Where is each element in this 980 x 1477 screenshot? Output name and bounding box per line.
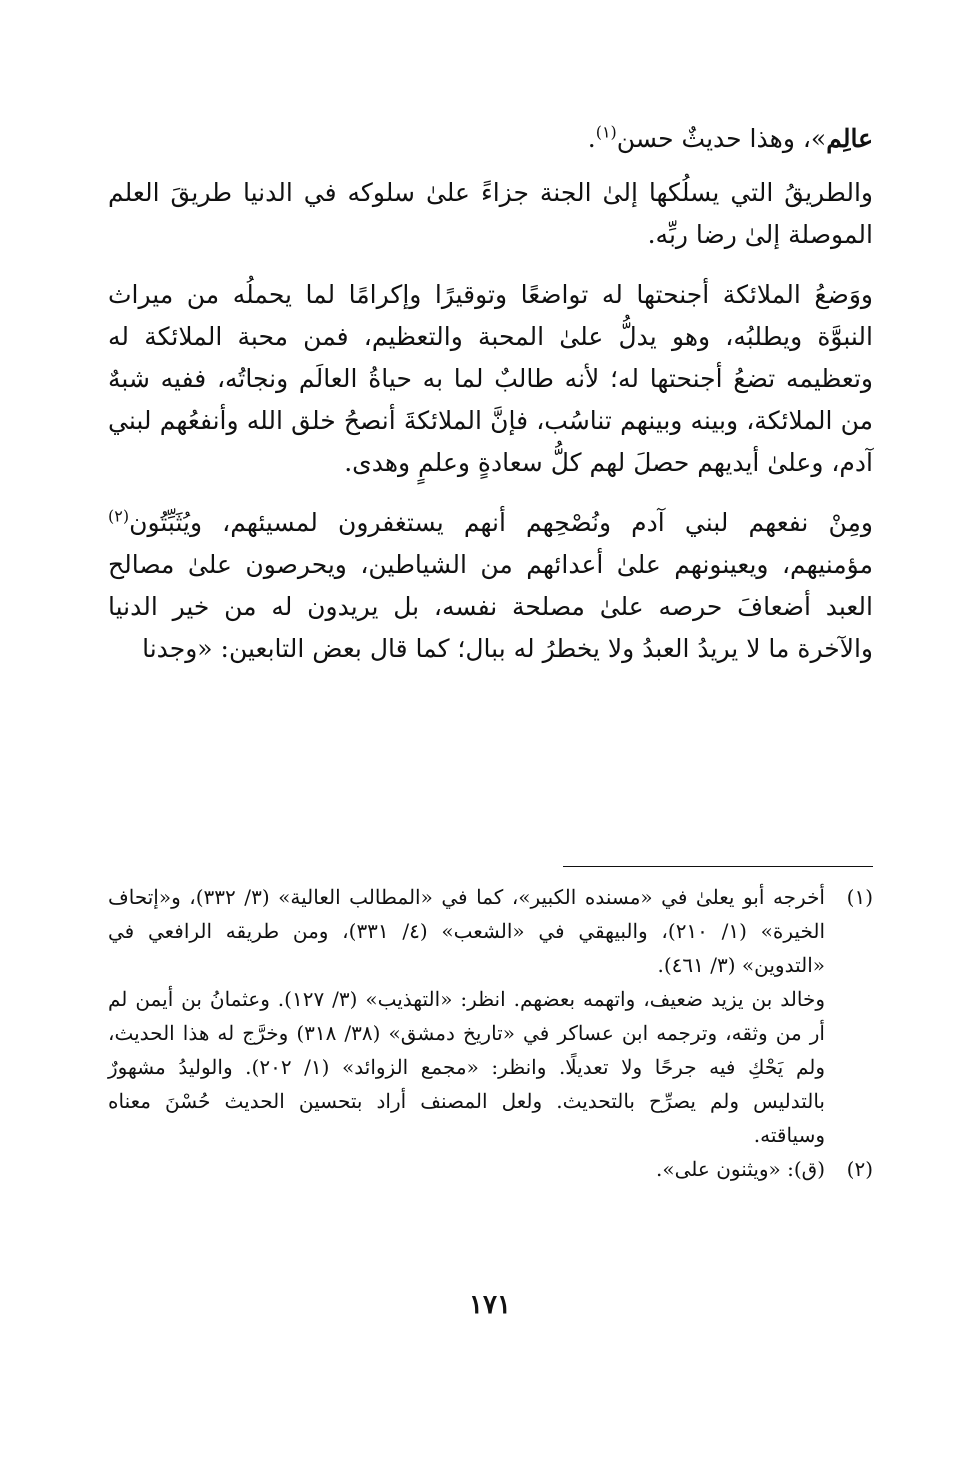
paragraph-1-text: »، وهذا حديثٌ حسن (616, 124, 827, 153)
paragraph-2: والطريقُ التي يسلُكها إلىٰ الجنة جزاءً علىٰ سلوكه في الدنيا طريقَ العلم الموصلة إلىٰ رضا ربِّه. (108, 178, 873, 249)
footnotes (108, 880, 873, 1186)
footnote-2 (108, 1152, 873, 1186)
page-number: ١٧١ (469, 1290, 511, 1320)
paragraph-4-text-b: مؤمنيهم، ويعينونهم علىٰ أعدائهم من الشياطين، ويحرصون علىٰ مصالح العبد أضعافَ حرصه علىٰ مصلحة نفسه، بل يريدون له من خير الدنيا والآخرة ما لا يريدُ العبدُ ولا يخطرُ له ببال؛ كما قال بعض التابعين: «وجدنا (108, 550, 874, 663)
paragraph-1-tail: . (587, 124, 596, 153)
footnote-paragraph: وخالد بن يزيد ضعيف، واتهمه بعضهم. انظر: «التهذيب» (٣/ ١٢٧). وعثمانُ بن أيمن لم أر من وثقه، وترجمه ابن عساكر في «تاريخ دمشق» (٣٨/ ٣١٨) وخرَّج له هذا الحديث، ولم يَحْكِ فيه جرحًا ولا تعديلًا. وانظر: «مجمع الزوائد» (١/ ٢٠٢). والوليدُ مشهورٌ بالتدليس ولم يصرِّح بالتحديث. ولعل المصنف أراد بتحسين الحديث حُسْنَ معناه وسياقته. (108, 987, 826, 1147)
paragraph-3: ووَضعُ الملائكة أجنحتها له تواضعًا وتوقيرًا وإكرامًا لما يحملُه من ميراث النبوَّة ويطلبُه، وهو يدلُّ علىٰ المحبة والتعظيم، فمن محبة الملائكة له وتعظيمه تضعُ أجنحتها له؛ لأنه طالبٌ لما به حياةُ العالَم ونجاتُه، ففيه شبهٌ من الملائكة، وبينه وبينهم تناسُب، فإنَّ الملائكةَ أنصحُ خلق الله وأنفعُهم لبني آدم، وعلىٰ أيديهم حصلَ لهم كلُّ سعادةٍ وعلمٍ وهدى. (108, 280, 873, 477)
bold-lead-word: عالِم (826, 124, 873, 153)
footnote-separator (563, 866, 873, 867)
footnote-body (108, 1152, 825, 1186)
footnote-ref-1[interactable]: (١) (595, 122, 617, 142)
paragraph-4 (108, 502, 873, 670)
main-text (108, 118, 873, 688)
footnote-1 (108, 880, 873, 1152)
footnote-ref-2[interactable]: (٢) (108, 506, 130, 526)
footnote-number: (٢) (846, 1157, 873, 1181)
paragraph-4-text-a: ومِنْ نفعهم لبني آدم ونُصْحِهم أنهم يستغفرون لمسيئهم، ويُثَبِّتُون (129, 508, 873, 537)
paragraph-1 (108, 118, 873, 160)
footnote-paragraph: (ق): «ويثنون على». (656, 1157, 825, 1181)
footnote-paragraph: أخرجه أبو يعلىٰ في «مسنده الكبير»، كما في «المطالب العالية» (٣/ ٣٣٢)، و«إتحاف الخيرة» (١/ ٢١٠)، والبيهقي في «الشعب» (٤/ ٣٣١)، ومن طريقه الرافعي في «التدوين» (٣/ ٤٦١). (108, 885, 826, 977)
footnote-number: (١) (846, 885, 873, 909)
footnote-body (108, 880, 825, 1152)
